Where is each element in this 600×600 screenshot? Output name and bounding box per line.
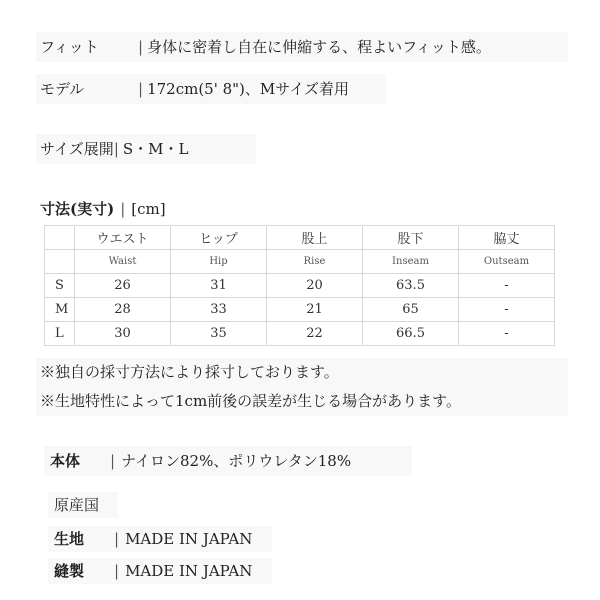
body-material-label: 本体 (50, 452, 81, 470)
size-table-corner (45, 226, 75, 250)
sewing-value: MADE IN JAPAN (125, 562, 253, 580)
fit-row (40, 37, 491, 57)
sewing-row (54, 561, 252, 581)
dimensions-separator: | (120, 200, 126, 218)
row-size-m: M (45, 298, 75, 322)
note-1: ※独自の採寸方法により採寸しております。 (40, 363, 339, 381)
header-waist: ウエスト (75, 226, 171, 250)
note-2: ※生地特性によって1cm前後の誤差が生じる場合があります。 (40, 392, 461, 410)
size-table (44, 225, 555, 346)
cell-m-waist: 28 (75, 298, 171, 322)
header-outseam: 脇丈 (459, 226, 555, 250)
cell-m-inseam: 65 (363, 298, 459, 322)
cell-s-outseam: - (459, 274, 555, 298)
subheader-rise: Rise (267, 250, 363, 274)
row-size-s: S (45, 274, 75, 298)
header-inseam: 股下 (363, 226, 459, 250)
sizes-row (40, 139, 188, 159)
cell-l-inseam: 66.5 (363, 322, 459, 346)
fit-value: 身体に密着し自在に伸縮する、程よいフィット感。 (147, 38, 491, 56)
sewing-label: 縫製 (54, 562, 85, 580)
fabric-separator: | (114, 530, 120, 548)
cell-l-rise: 22 (267, 322, 363, 346)
fit-separator: | (138, 38, 144, 56)
body-material-row (50, 451, 351, 471)
cell-m-outseam: - (459, 298, 555, 322)
header-rise: 股上 (267, 226, 363, 250)
subheader-outseam: Outseam (459, 250, 555, 274)
cell-m-hip: 33 (171, 298, 267, 322)
fabric-value: MADE IN JAPAN (125, 530, 253, 548)
cell-s-waist: 26 (75, 274, 171, 298)
cell-s-rise: 20 (267, 274, 363, 298)
fabric-row (54, 529, 252, 549)
cell-l-waist: 30 (75, 322, 171, 346)
table-row (45, 298, 555, 322)
model-label: モデル (40, 80, 85, 98)
body-material-separator: | (110, 452, 116, 470)
dimensions-label: 寸法(実寸) (40, 200, 115, 218)
subheader-inseam: Inseam (363, 250, 459, 274)
sewing-separator: | (114, 562, 120, 580)
cell-l-outseam: - (459, 322, 555, 346)
sizes-label: サイズ展開 (40, 140, 114, 158)
origin-title: 原産国 (54, 496, 100, 514)
sizes-separator: | (113, 140, 119, 158)
subheader-hip: Hip (171, 250, 267, 274)
fit-label: フィット (40, 38, 99, 56)
sizes-value: S・M・L (122, 140, 189, 158)
model-separator: | (138, 80, 144, 98)
body-material-value: ナイロン82%、ポリウレタン18% (121, 452, 352, 470)
cell-s-inseam: 63.5 (363, 274, 459, 298)
model-row (40, 79, 349, 99)
cell-m-rise: 21 (267, 298, 363, 322)
dimensions-row (40, 199, 166, 219)
cell-s-hip: 31 (171, 274, 267, 298)
row-size-l: L (45, 322, 75, 346)
dimensions-unit: [cm] (131, 200, 166, 218)
model-value: 172cm(5' 8")、Mサイズ着用 (147, 80, 350, 98)
size-table-corner-sub (45, 250, 75, 274)
table-row (45, 322, 555, 346)
cell-l-hip: 35 (171, 322, 267, 346)
table-row (45, 274, 555, 298)
fabric-label: 生地 (54, 530, 85, 548)
size-table-header-row (45, 226, 555, 250)
header-hip: ヒップ (171, 226, 267, 250)
subheader-waist: Waist (75, 250, 171, 274)
size-table-subheader-row (45, 250, 555, 274)
